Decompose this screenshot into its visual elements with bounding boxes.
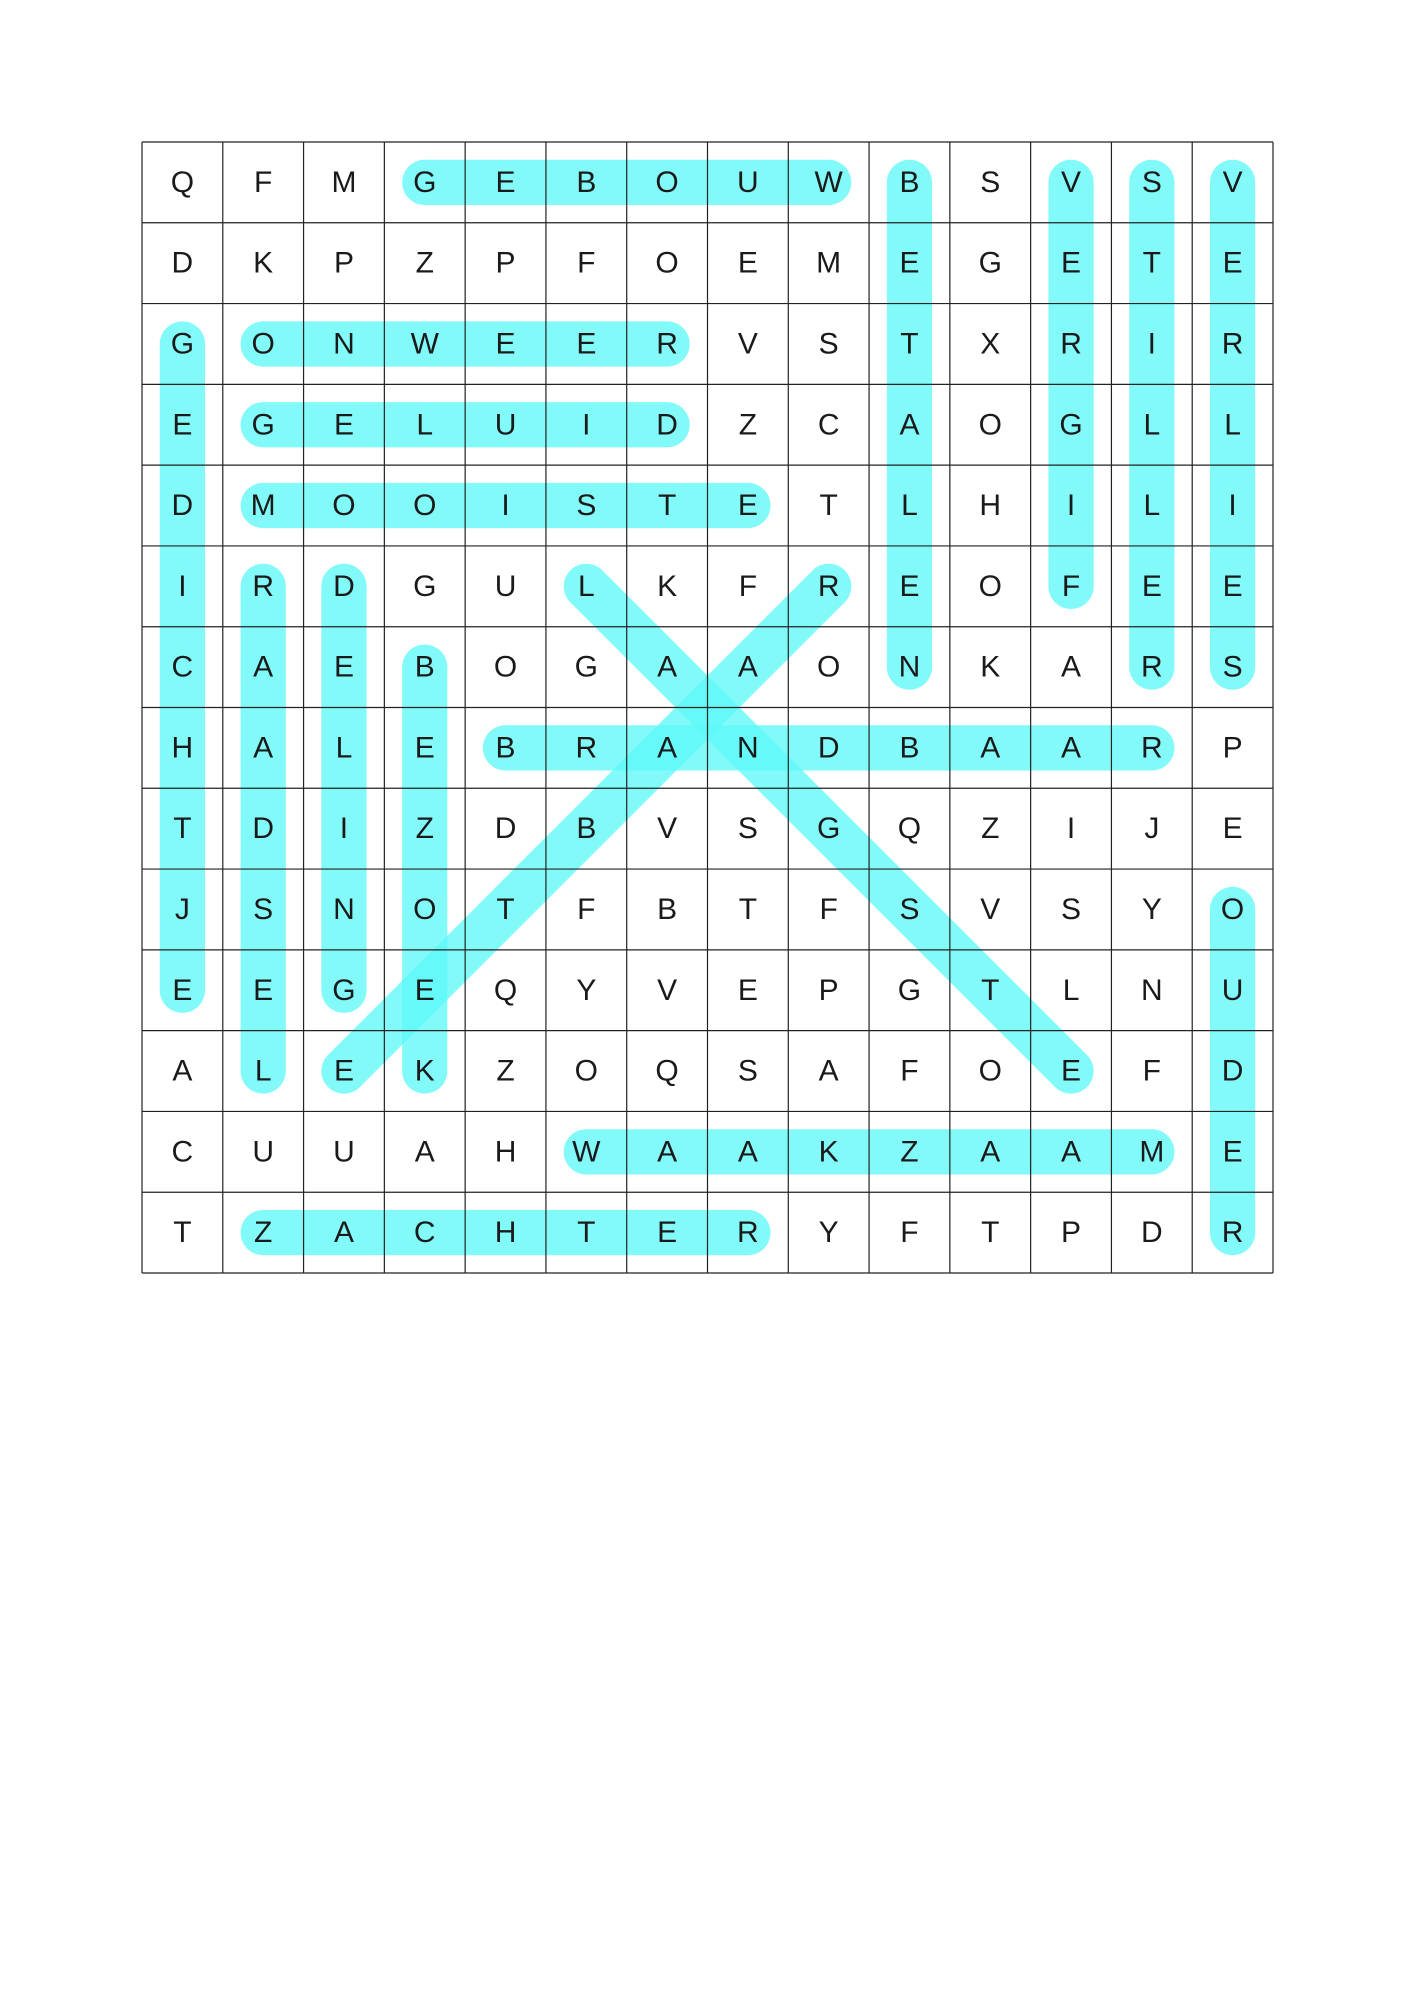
grid-letter[interactable]: R	[252, 569, 275, 603]
grid-letter[interactable]: A	[1061, 1135, 1082, 1169]
grid-letter[interactable]: H	[171, 731, 194, 765]
grid-letter[interactable]: R	[575, 731, 598, 765]
grid-letter[interactable]: K	[657, 569, 678, 603]
grid-letter[interactable]: Z	[415, 246, 434, 280]
grid-letter[interactable]: E	[737, 973, 758, 1007]
grid-letter[interactable]: A	[253, 731, 274, 765]
grid-letter[interactable]: E	[253, 973, 274, 1007]
grid-letter[interactable]: D	[171, 489, 194, 523]
grid-letter[interactable]: A	[333, 1216, 354, 1250]
grid-letter[interactable]: L	[1224, 408, 1241, 442]
grid-letter[interactable]: Y	[1141, 892, 1162, 926]
grid-letter[interactable]: O	[655, 246, 679, 280]
grid-letter[interactable]: M	[331, 165, 357, 199]
grid-letter[interactable]: S	[253, 892, 274, 926]
grid-letter[interactable]: T	[173, 812, 192, 846]
grid-letter[interactable]: E	[1222, 812, 1243, 846]
grid-letter[interactable]: G	[817, 812, 841, 846]
grid-letter[interactable]: H	[979, 489, 1002, 523]
grid-letter[interactable]: T	[173, 1216, 192, 1250]
grid-letter[interactable]: F	[738, 569, 758, 603]
grid-letter[interactable]: D	[656, 408, 678, 442]
grid-letter[interactable]: E	[1141, 569, 1162, 603]
grid-letter[interactable]: D	[171, 246, 194, 280]
grid-letter[interactable]: G	[897, 973, 922, 1007]
grid-letter[interactable]: K	[818, 1135, 839, 1169]
grid-letter[interactable]: Y	[576, 973, 597, 1007]
grid-letter[interactable]: D	[1140, 1216, 1163, 1250]
grid-letter[interactable]: G	[413, 569, 437, 603]
grid-letter[interactable]: Q	[170, 165, 195, 199]
grid-letter[interactable]: G	[978, 246, 1002, 280]
grid-letter[interactable]: A	[737, 1135, 758, 1169]
grid-letter[interactable]: U	[1221, 973, 1244, 1007]
grid-letter[interactable]: K	[414, 1054, 435, 1088]
grid-letter[interactable]: C	[171, 650, 194, 684]
grid-lines	[142, 142, 1273, 1273]
grid-letter[interactable]: G	[332, 973, 356, 1007]
grid-letter[interactable]: W	[572, 1135, 601, 1169]
grid-letter[interactable]: S	[980, 165, 1001, 199]
grid-letter[interactable]: A	[737, 650, 758, 684]
grid-letter[interactable]: R	[1221, 327, 1244, 361]
grid-letter[interactable]: Z	[496, 1054, 515, 1088]
grid-letter[interactable]: R	[656, 327, 678, 361]
grid-letter[interactable]: Q	[897, 812, 922, 846]
grid-letter[interactable]: U	[494, 408, 517, 442]
grid-letter[interactable]: C	[817, 408, 840, 442]
grid-letter[interactable]: O	[817, 650, 841, 684]
grid-letter[interactable]: F	[1061, 569, 1081, 603]
grid-letter[interactable]: L	[901, 489, 918, 523]
grid-letter[interactable]: M	[1139, 1135, 1165, 1169]
grid-letter[interactable]: F	[819, 892, 838, 926]
grid-letter[interactable]: A	[172, 1054, 193, 1088]
grid-letter[interactable]: A	[657, 1135, 678, 1169]
grid-letter[interactable]: I	[582, 408, 591, 442]
grid-letter[interactable]: R	[1140, 731, 1163, 765]
grid-letter[interactable]: B	[495, 731, 516, 765]
grid-letter[interactable]: O	[332, 489, 356, 523]
grid-letter[interactable]: J	[1144, 812, 1160, 846]
grid-letter[interactable]: Z	[254, 1216, 273, 1250]
grid-letter[interactable]: E	[1222, 1135, 1243, 1169]
grid-letter[interactable]: Y	[818, 1216, 839, 1250]
grid-letter[interactable]: T	[981, 1216, 1000, 1250]
grid-letter[interactable]: A	[980, 731, 1001, 765]
grid-letter[interactable]: S	[576, 489, 597, 523]
grid-letter[interactable]: O	[978, 569, 1002, 603]
grid-letter[interactable]: W	[410, 327, 439, 361]
grid-letter[interactable]: U	[333, 1135, 355, 1169]
grid-letter[interactable]: R	[817, 569, 840, 603]
grid-letter[interactable]: Q	[655, 1054, 679, 1088]
grid-letter[interactable]: L	[335, 731, 353, 765]
grid-letter[interactable]: D	[817, 731, 840, 765]
grid-letter[interactable]: I	[1228, 489, 1237, 523]
grid-letter[interactable]: E	[1061, 246, 1082, 280]
grid-letter[interactable]: R	[1140, 650, 1163, 684]
grid-letter[interactable]: E	[333, 408, 354, 442]
grid-letter[interactable]: I	[1147, 327, 1156, 361]
grid-letter[interactable]: E	[333, 1054, 354, 1088]
grid-letter[interactable]: T	[900, 327, 919, 361]
grid-letter[interactable]: E	[495, 327, 516, 361]
grid-letter[interactable]: E	[1222, 569, 1243, 603]
grid-letter[interactable]: G	[170, 327, 195, 361]
grid-letter[interactable]: A	[980, 1135, 1001, 1169]
grid-letter[interactable]: F	[254, 165, 273, 199]
grid-letter[interactable]: O	[413, 489, 437, 523]
grid-letter[interactable]: D	[494, 812, 517, 846]
word-search-puzzle	[142, 142, 1273, 1273]
grid-letter[interactable]: L	[1062, 973, 1080, 1007]
grid-letter[interactable]: M	[250, 489, 276, 523]
grid-letter[interactable]: D	[333, 569, 355, 603]
grid-letter[interactable]: O	[978, 1054, 1002, 1088]
grid-letter[interactable]: E	[414, 973, 435, 1007]
grid-letter[interactable]: E	[899, 246, 920, 280]
grid-letter[interactable]: G	[251, 408, 275, 442]
grid-letter[interactable]: A	[1061, 731, 1082, 765]
grid-letter[interactable]: V	[980, 892, 1001, 926]
grid-letter[interactable]: F	[577, 892, 596, 926]
grid-letter[interactable]: J	[174, 892, 190, 926]
grid-letter[interactable]: B	[576, 812, 597, 846]
grid-letter[interactable]: S	[1061, 892, 1082, 926]
grid-letter[interactable]: B	[899, 165, 920, 199]
grid-letter[interactable]: T	[1142, 246, 1161, 280]
grid-letter[interactable]: A	[253, 650, 274, 684]
grid-letter[interactable]: I	[178, 569, 187, 603]
grid-letter[interactable]: Q	[493, 973, 518, 1007]
grid-letter[interactable]: E	[899, 569, 920, 603]
grid-letter[interactable]: E	[172, 408, 193, 442]
grid-letter[interactable]: I	[501, 489, 510, 523]
grid-letter[interactable]: F	[900, 1216, 919, 1250]
grid-letter[interactable]: S	[899, 892, 920, 926]
grid-letter[interactable]: Z	[900, 1135, 919, 1169]
grid-letter[interactable]: T	[738, 892, 758, 926]
grid-letter[interactable]: S	[1141, 165, 1162, 199]
grid-letter[interactable]: P	[1061, 1216, 1082, 1250]
grid-letter[interactable]: K	[253, 246, 274, 280]
grid-letter[interactable]: Z	[981, 812, 1000, 846]
grid-letter[interactable]: Z	[738, 408, 758, 442]
grid-letter[interactable]: Z	[415, 812, 434, 846]
grid-letter[interactable]: E	[737, 489, 758, 523]
grid-letter[interactable]: A	[657, 731, 678, 765]
grid-letter[interactable]: S	[818, 327, 839, 361]
grid-letter[interactable]: D	[252, 812, 275, 846]
grid-letter[interactable]: B	[657, 892, 678, 926]
grid-letter[interactable]: A	[414, 1135, 435, 1169]
grid-letter[interactable]: P	[818, 973, 839, 1007]
grid-letter[interactable]: O	[655, 165, 679, 199]
grid-letter[interactable]: G	[1059, 408, 1083, 442]
grid-letter[interactable]: X	[980, 327, 1001, 361]
grid-letter[interactable]: N	[333, 892, 355, 926]
grid-letter[interactable]: E	[1061, 1054, 1082, 1088]
grid-letter[interactable]: R	[1060, 327, 1082, 361]
grid-letter[interactable]: O	[251, 327, 275, 361]
grid-letter[interactable]: T	[577, 1216, 596, 1250]
grid-letter[interactable]: U	[494, 569, 517, 603]
grid-letter[interactable]: V	[737, 327, 758, 361]
grid-letter[interactable]: A	[657, 650, 678, 684]
grid-letter[interactable]: C	[413, 1216, 436, 1250]
grid-letter[interactable]: E	[576, 327, 597, 361]
grid-letter[interactable]: L	[1143, 489, 1161, 523]
grid-letter[interactable]: T	[819, 489, 838, 523]
grid-letter[interactable]: N	[737, 731, 759, 765]
grid-letter[interactable]: G	[574, 650, 598, 684]
grid-letter[interactable]: W	[814, 165, 843, 199]
grid-letter[interactable]: P	[1222, 731, 1243, 765]
grid-letter[interactable]: T	[981, 973, 1000, 1007]
grid-letter[interactable]: K	[980, 650, 1001, 684]
grid-letter[interactable]: S	[1222, 650, 1243, 684]
grid-letter[interactable]: L	[577, 569, 595, 603]
grid-letter[interactable]: R	[737, 1216, 759, 1250]
grid-letter[interactable]: I	[339, 812, 349, 846]
grid-letter[interactable]: E	[657, 1216, 678, 1250]
grid-letter[interactable]: O	[1220, 892, 1245, 926]
grid-letter[interactable]: E	[1222, 246, 1243, 280]
grid-letter[interactable]: O	[413, 892, 437, 926]
grid-letter[interactable]: U	[252, 1135, 275, 1169]
grid-letter[interactable]: B	[576, 165, 597, 199]
grid-letter[interactable]: L	[254, 1054, 272, 1088]
grid-letter[interactable]: B	[899, 731, 920, 765]
grid-letter[interactable]: G	[413, 165, 437, 199]
grid-letter[interactable]: M	[816, 246, 842, 280]
grid-letter[interactable]: O	[574, 1054, 598, 1088]
grid-letter[interactable]: T	[496, 892, 515, 926]
grid-letter[interactable]: D	[1221, 1054, 1244, 1088]
grid-letter[interactable]: A	[818, 1054, 839, 1088]
grid-letter[interactable]: N	[333, 327, 355, 361]
grid-letter[interactable]: E	[414, 731, 435, 765]
grid-letter[interactable]: L	[416, 408, 434, 442]
grid-letter[interactable]: T	[657, 489, 677, 523]
grid-letter[interactable]: H	[494, 1135, 517, 1169]
grid-letter[interactable]: V	[1061, 165, 1082, 199]
grid-letter[interactable]: N	[1140, 973, 1163, 1007]
grid-letter[interactable]: F	[900, 1054, 919, 1088]
grid-letter[interactable]: N	[898, 650, 921, 684]
grid-letter[interactable]: F	[577, 246, 596, 280]
grid-letter[interactable]: B	[414, 650, 435, 684]
grid-letter[interactable]: V	[657, 812, 678, 846]
grid-letter[interactable]: A	[899, 408, 920, 442]
grid-letter[interactable]: F	[1142, 1054, 1161, 1088]
grid-letter[interactable]: E	[333, 650, 354, 684]
grid-letter[interactable]: S	[737, 1054, 758, 1088]
grid-letter[interactable]: I	[1066, 489, 1076, 523]
grid-letter[interactable]: E	[495, 165, 516, 199]
grid-letter[interactable]: U	[737, 165, 759, 199]
grid-letter[interactable]: V	[657, 973, 678, 1007]
grid-letter[interactable]: P	[495, 246, 516, 280]
grid-letter[interactable]: P	[333, 246, 354, 280]
word-search-grid	[142, 142, 1273, 1273]
grid-letter[interactable]: O	[493, 650, 518, 684]
grid-letter[interactable]: H	[494, 1216, 517, 1250]
grid-letter[interactable]: L	[1143, 408, 1161, 442]
grid-letter[interactable]: I	[1066, 812, 1076, 846]
grid-letter[interactable]: S	[737, 812, 758, 846]
grid-letter[interactable]: R	[1221, 1216, 1244, 1250]
grid-letter[interactable]: A	[1061, 650, 1082, 684]
grid-letter[interactable]: E	[172, 973, 193, 1007]
grid-letter[interactable]: C	[171, 1135, 194, 1169]
grid-letter[interactable]: V	[1222, 165, 1243, 199]
grid-letter[interactable]: O	[978, 408, 1002, 442]
grid-letter[interactable]: E	[737, 246, 758, 280]
